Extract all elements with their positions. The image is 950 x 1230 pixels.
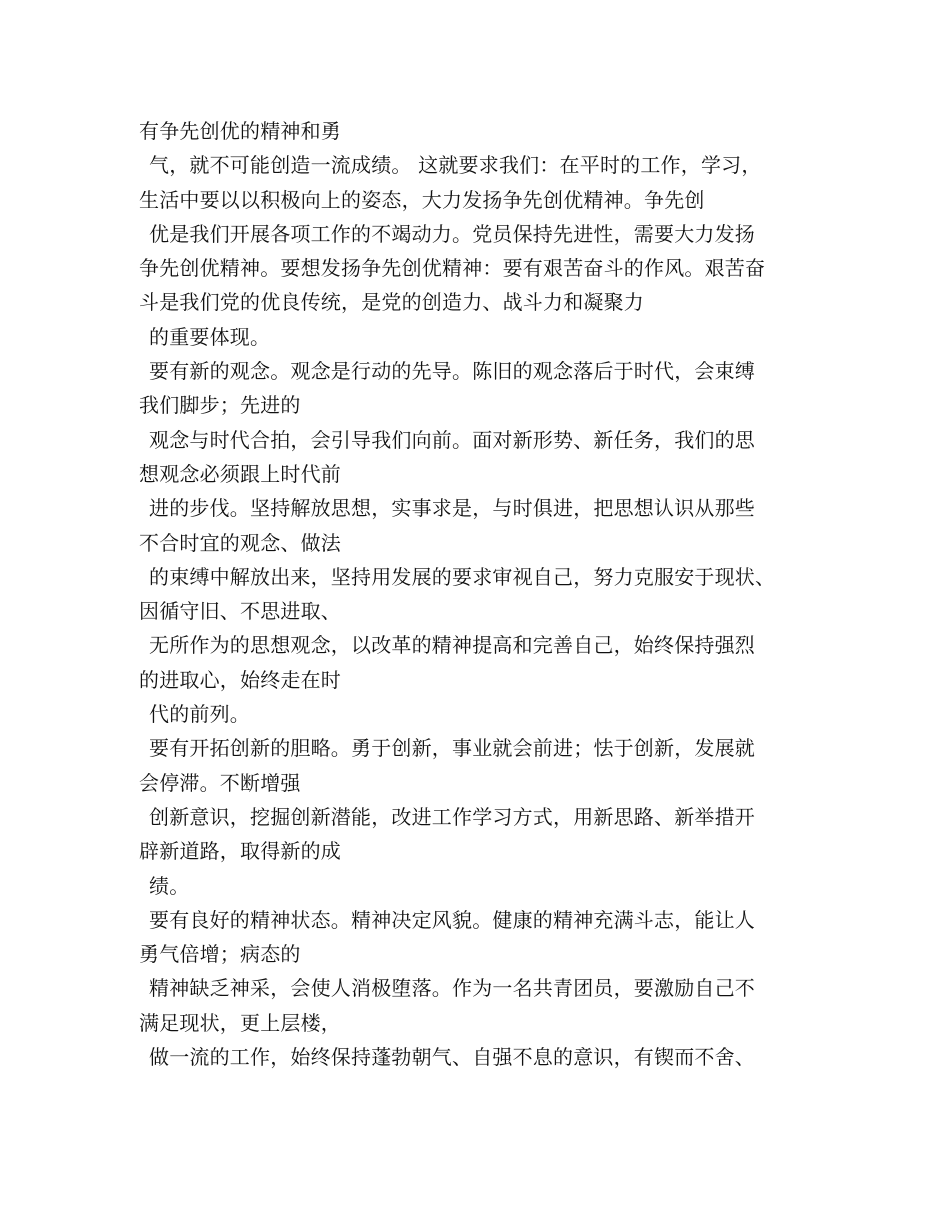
- text-line: 做一流的工作，始终保持蓬勃朝气、自强不息的意识，有锲而不舍、: [149, 1045, 755, 1070]
- text-line: 会停滞。不断增强: [139, 770, 301, 795]
- text-line: 的重要体现。: [149, 324, 271, 349]
- text-line: 创新意识，挖掘创新潜能，改进工作学习方式，用新思路、新举措开: [149, 804, 755, 829]
- text-line: 进的步伐。坚持解放思想，实事求是，与时俱进，把思想认识从那些: [149, 496, 755, 521]
- text-line: 勇气倍增；病态的: [139, 942, 301, 967]
- document-body: [139, 114, 839, 1074]
- text-line: 不合时宜的观念、做法: [139, 530, 341, 555]
- text-line: 要有良好的精神状态。精神决定风貌。健康的精神充满斗志，能让人: [149, 907, 755, 932]
- text-line: 代的前列。: [149, 702, 250, 727]
- text-line: 生活中要以以积极向上的姿态，大力发扬争先创优精神。争先创: [139, 187, 705, 212]
- text-line: 精神缺乏神采，会使人消极堕落。作为一名共青团员，要激励自己不: [149, 976, 755, 1001]
- text-line: 斗是我们党的优良传统，是党的创造力、战斗力和凝聚力: [139, 290, 644, 315]
- text-line: 因循守旧、不思进取、: [139, 599, 341, 624]
- text-line: 争先创优精神。要想发扬争先创优精神：要有艰苦奋斗的作风。艰苦奋: [139, 256, 766, 281]
- text-line: 绩。: [149, 873, 190, 898]
- text-line: 的束缚中解放出来，坚持用发展的要求审视自己，努力克服安于现状、: [149, 564, 776, 589]
- text-line: 有争先创优的精神和勇: [139, 119, 341, 143]
- text-line: 无所作为的思想观念，以改革的精神提高和完善自己，始终保持强烈: [149, 633, 755, 658]
- text-line: 观念与时代合拍，会引导我们向前。面对新形势、新任务，我们的思: [149, 427, 755, 452]
- text-line: 要有开拓创新的胆略。勇于创新，事业就会前进；怯于创新，发展就: [149, 736, 755, 761]
- text-line: 满足现状，更上层楼，: [139, 1010, 341, 1035]
- text-line: 想观念必须跟上时代前: [139, 461, 341, 486]
- text-line: 气，就不可能创造一流成绩。 这就要求我们：在平时的工作，学习，: [149, 153, 762, 178]
- text-line: 辟新道路，取得新的成: [139, 839, 341, 864]
- text-line: 的进取心，始终走在时: [139, 667, 341, 692]
- text-line: 优是我们开展各项工作的不竭动力。党员保持先进性，需要大力发扬: [149, 221, 755, 246]
- text-line: 要有新的观念。观念是行动的先导。陈旧的观念落后于时代，会束缚: [149, 359, 755, 384]
- text-line: 我们脚步；先进的: [139, 393, 301, 418]
